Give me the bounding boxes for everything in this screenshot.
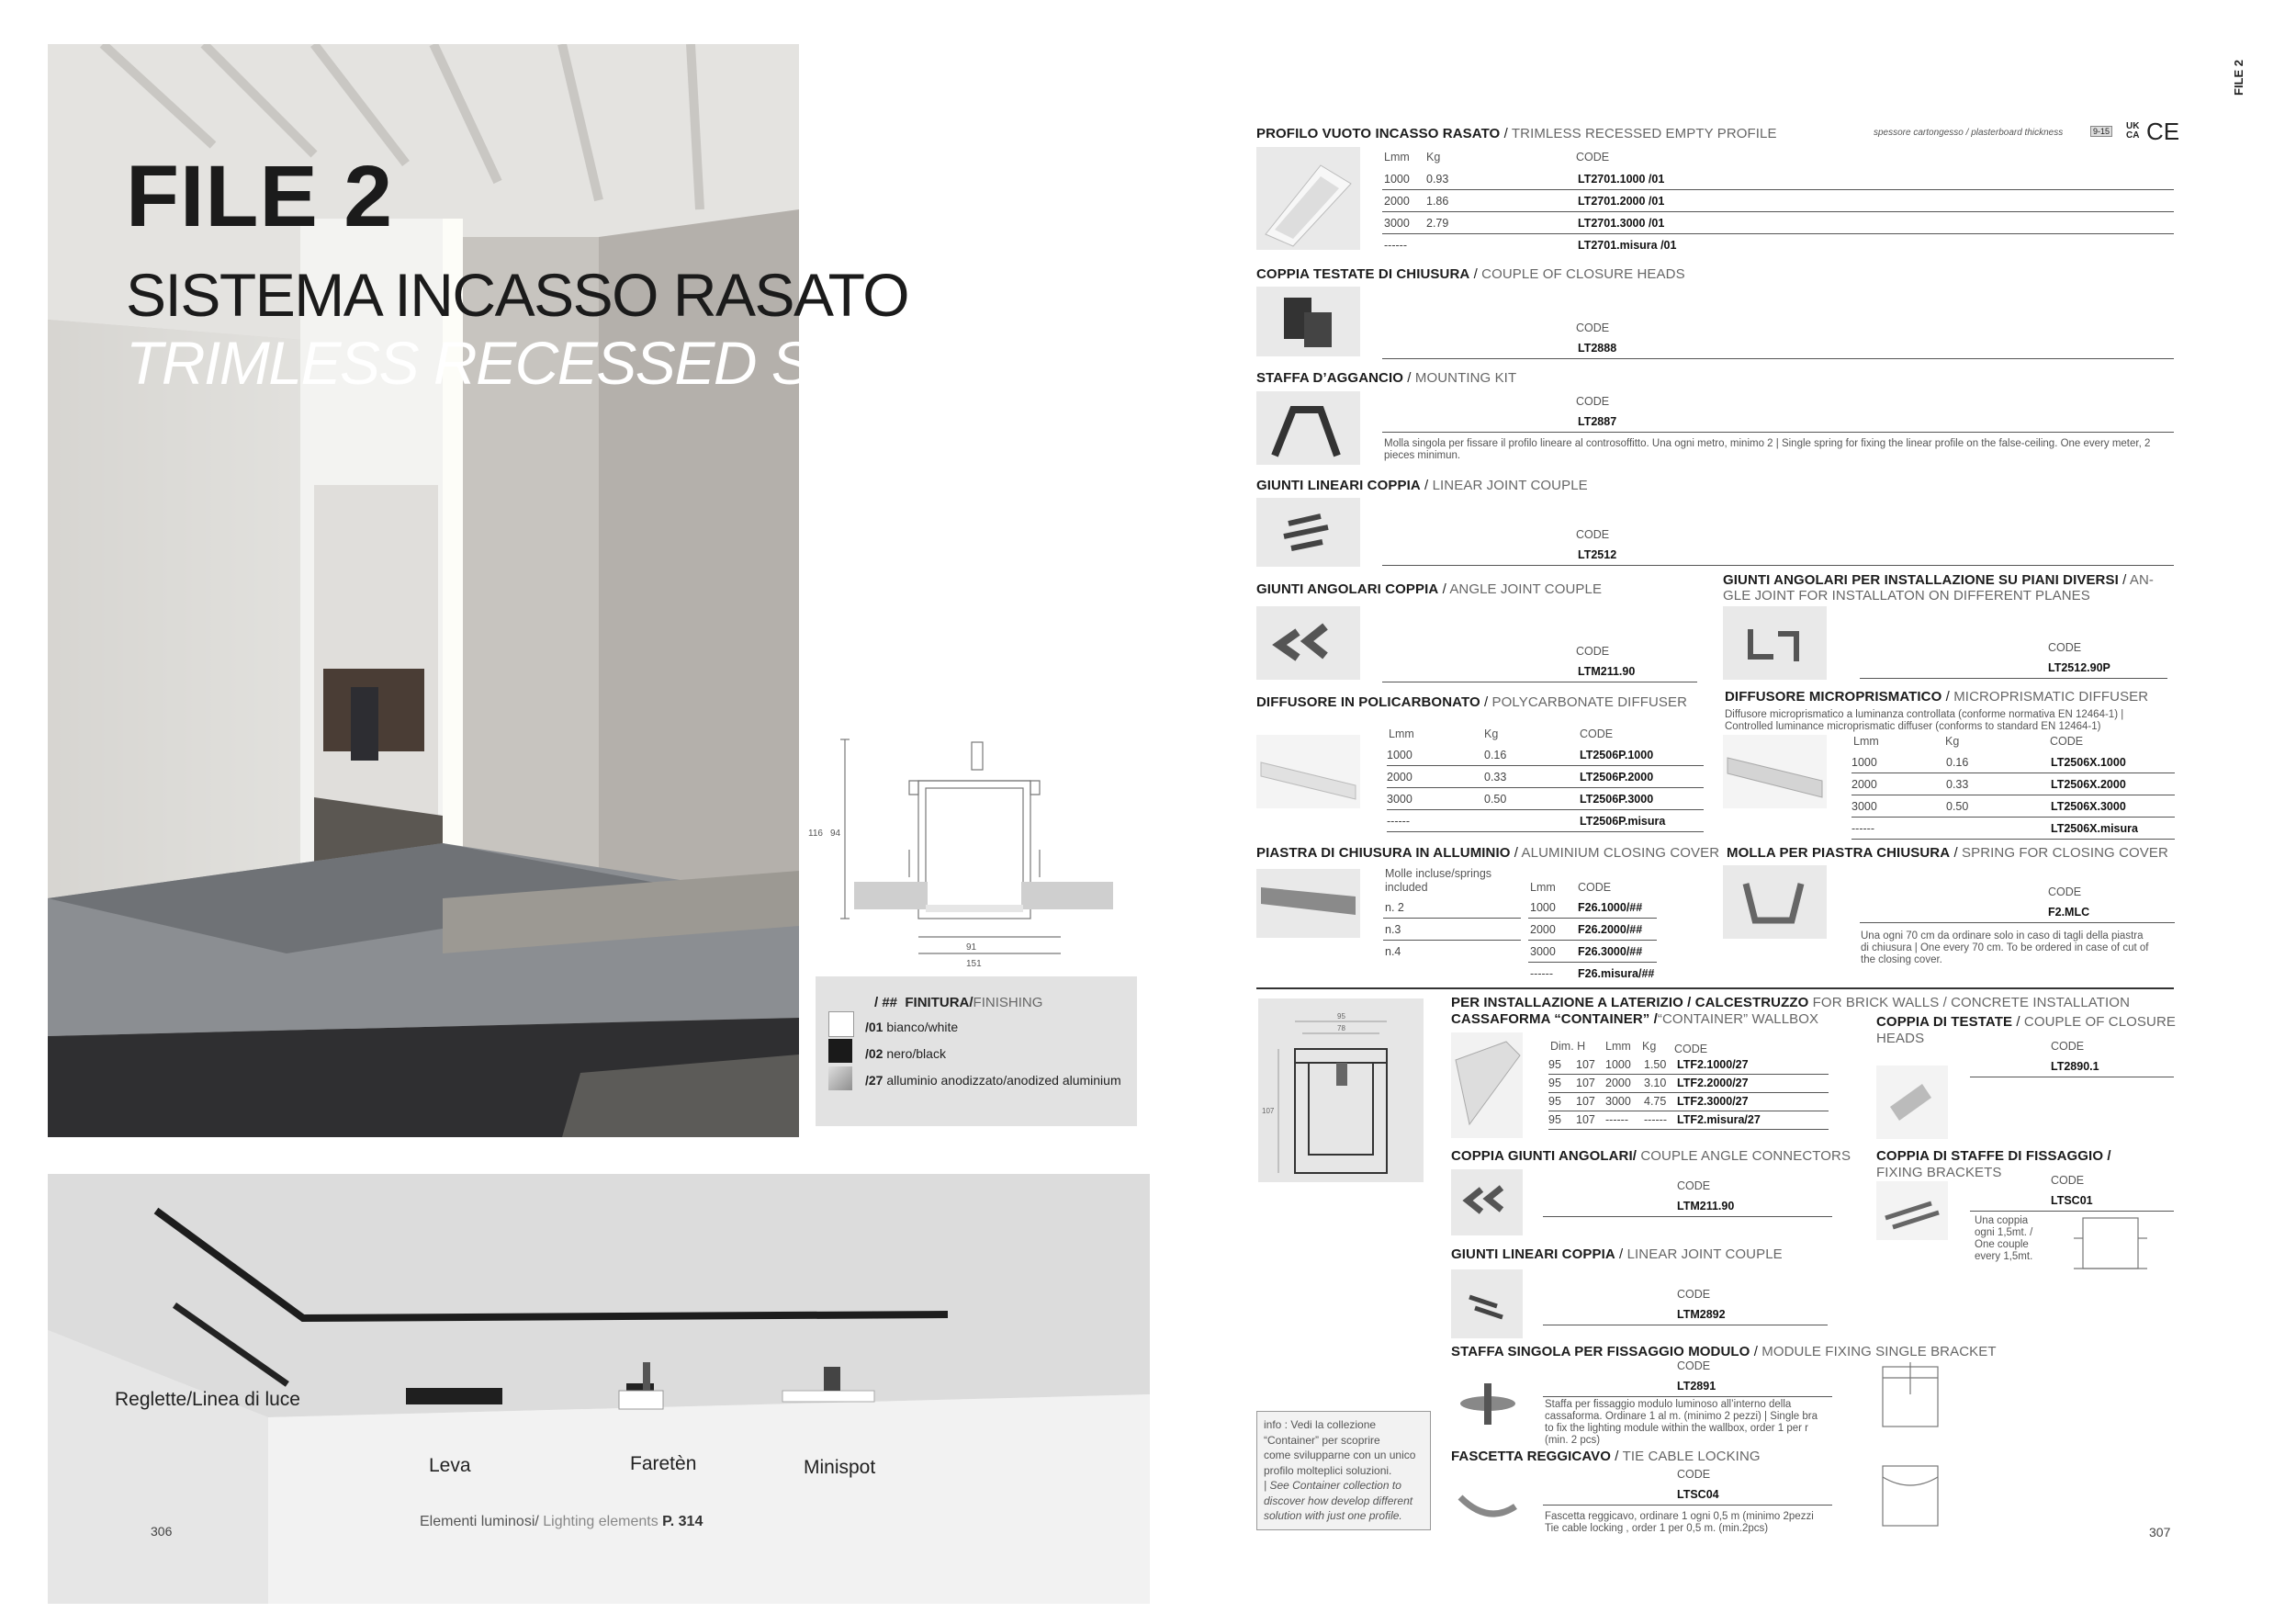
cell-code: LTM2892 [1677, 1308, 1726, 1321]
profile-row [1382, 169, 2174, 190]
brackets-row [1970, 1190, 2174, 1212]
caption-page: P. 314 [662, 1514, 703, 1529]
profile-section-drawing [808, 726, 1139, 978]
tie-image [1451, 1470, 1523, 1539]
micro-note-2: Controlled luminance microprismatic diffuser (conforms to standard EN 12464-1) [1725, 721, 2101, 732]
angle-planes-image [1723, 606, 1827, 680]
cell: 0.16 [1484, 749, 1507, 761]
module-bracket-row [1543, 1376, 1832, 1397]
micro-row [1851, 752, 2175, 773]
finish-black-code: /02 [865, 1046, 884, 1061]
cell: 3000 [1387, 793, 1412, 806]
micro-h-code: CODE [2050, 735, 2084, 748]
brackets-en: FIXING BRACKETS [1876, 1165, 2002, 1180]
cell: 2.79 [1426, 217, 1449, 230]
cell-code: LTF2.3000/27 [1677, 1095, 1749, 1108]
page-number-right: 307 [2149, 1525, 2171, 1539]
cell-code: LT2891 [1677, 1380, 1716, 1393]
swatch-white [828, 1011, 854, 1037]
cell: 2000 [1387, 771, 1412, 784]
heads2-h-code: CODE [2051, 1040, 2085, 1053]
finish-aluminium [865, 1073, 1121, 1088]
info-line: info : Vedi la collezione [1264, 1418, 1377, 1431]
micro-diffuser-en: MICROPRISMATIC DIFFUSER [1953, 689, 2149, 705]
module-note-2: cassaforma. Ordinare 1 al m. (minimo 2 pezzi) | Single bra [1545, 1411, 1818, 1422]
module-note-1: Staffa per fissaggio modulo luminoso all’interno della [1545, 1399, 1792, 1410]
cell: 1000 [1384, 173, 1410, 186]
finishing-it: FINITURA/ [905, 995, 974, 1010]
swatch-aluminium [828, 1066, 852, 1090]
info-line: solution with just one profile. [1264, 1509, 1402, 1522]
brick-h-dim: Dim. H [1550, 1040, 1586, 1053]
plasterboard-it: spessore cartongesso [1874, 128, 1964, 138]
info-line: discover how develop different [1264, 1494, 1413, 1507]
ukca-mark: UK CA [2126, 121, 2140, 141]
closing-row [1528, 919, 1657, 941]
profile-h-lmm: Lmm [1384, 151, 1410, 164]
angle-conn-row [1543, 1196, 1832, 1217]
linear-joint2-row [1543, 1304, 1828, 1325]
cell: 2000 [1530, 923, 1556, 936]
module-note-3: to fix the lighting module within the wallbox, order 1 per r [1545, 1423, 1809, 1434]
angle-planes-title: GIUNTI ANGOLARI PER INSTALLAZIONE SU PIANI DIVERSI / AN- GLE JOINT FOR INSTALLATON ON DIFFERENT PLANES [1723, 572, 2154, 603]
side-tab: FILE 2 [2232, 59, 2245, 96]
cell: 95 [1548, 1095, 1561, 1108]
angle-joint-h-code: CODE [1576, 645, 1610, 658]
cell-code: LT2701.2000 /01 [1578, 195, 1665, 208]
tie-title: FASCETTA REGGICAVO / TIE CABLE LOCKING [1451, 1449, 1761, 1464]
brick-h-code: CODE [1674, 1043, 1708, 1055]
cell: 3000 [1384, 217, 1410, 230]
cell: ------ [1530, 967, 1553, 980]
cell-code: LT2506P.2000 [1580, 771, 1654, 784]
poly-h-code: CODE [1580, 727, 1614, 740]
profile-row [1382, 213, 2174, 234]
plasterboard-en: plasterboard thickness [1971, 128, 2064, 138]
info-line: | See Container collection to [1264, 1479, 1401, 1492]
closure-heads-it: COPPIA TESTATE DI CHIUSURA [1256, 266, 1470, 282]
cell: 3000 [1851, 800, 1877, 813]
cell-code: LTM211.90 [1677, 1200, 1735, 1212]
spring-cover-title: MOLLA PER PIASTRA CHIUSURA / SPRING FOR CLOSING COVER [1727, 845, 2168, 861]
brackets-h-code: CODE [2051, 1174, 2085, 1187]
cell-code: LT2506X.2000 [2051, 778, 2126, 791]
cell: 2000 [1384, 195, 1410, 208]
finish-white-label: bianco/white [886, 1020, 959, 1034]
angle-joint-image [1256, 606, 1360, 680]
brick-title-en: FOR BRICK WALLS / CONCRETE INSTALLATION [1812, 995, 2131, 1010]
cell: 95 [1548, 1113, 1561, 1126]
cell-code: LT2512.90P [2048, 661, 2110, 674]
finish-black-label: nero/black [886, 1046, 946, 1061]
tie-en: TIE CABLE LOCKING [1622, 1449, 1761, 1464]
page-number-left: 306 [151, 1524, 173, 1539]
angle-joint-row [1382, 661, 1697, 682]
closure-heads-title: COPPIA TESTATE DI CHIUSURA / COUPLE OF CLOSURE HEADS [1256, 266, 1685, 282]
cell-code: LT2890.1 [2051, 1060, 2099, 1073]
cell: 3.10 [1644, 1077, 1667, 1089]
angle-joint-title: GIUNTI ANGOLARI COPPIA / ANGLE JOINT COUPLE [1256, 581, 1603, 597]
leva-label: Leva [429, 1455, 471, 1476]
cell-code: LT2701.1000 /01 [1578, 173, 1665, 186]
closing-cover-title: PIASTRA DI CHIUSURA IN ALLUMINIO / ALUMINIUM CLOSING COVER [1256, 845, 1720, 861]
profile-h-code: CODE [1576, 151, 1610, 164]
micro-row [1851, 774, 2175, 795]
micro-h-kg: Kg [1945, 735, 1960, 748]
divider [1256, 987, 2174, 989]
cell-code: LTF2.misura/27 [1677, 1113, 1761, 1126]
profile-title-it: PROFILO VUOTO INCASSO RASATO [1256, 126, 1501, 141]
tie-it: FASCETTA REGGICAVO [1451, 1449, 1612, 1464]
spring-note-3: the closing cover. [1861, 954, 1942, 965]
cell: 1000 [1387, 749, 1412, 761]
finishing-en: FINISHING [973, 995, 1043, 1010]
brackets-note: Una coppia ogni 1,5mt. / One couple every 1,5mt. [1975, 1215, 2033, 1262]
closing-row-n [1383, 919, 1521, 941]
cell: 4.75 [1644, 1095, 1667, 1108]
angle-conn-title [1451, 1148, 1851, 1164]
cell-code: LTM211.90 [1578, 665, 1636, 678]
module-bracket-title: STAFFA SINGOLA PER FISSAGGIO MODULO / MODULE FIXING SINGLE BRACKET [1451, 1344, 1997, 1359]
cell: 0.50 [1484, 793, 1507, 806]
closure-heads-image [1256, 287, 1360, 356]
cell: ------ [1387, 815, 1410, 828]
brick-h-lmm: Lmm [1605, 1040, 1631, 1053]
brackets-image [1876, 1181, 1948, 1240]
page-subtitle: SISTEMA INCASSO RASATO [126, 261, 909, 329]
mounting-image [1256, 391, 1360, 465]
info-box [1256, 1411, 1431, 1530]
poly-diffuser-en: POLYCARBONATE DIFFUSER [1491, 694, 1688, 710]
cell: ------ [1605, 1113, 1628, 1126]
cell: 2000 [1851, 778, 1877, 791]
cell: 0.33 [1484, 771, 1507, 784]
profile-title-en: TRIMLESS RECESSED EMPTY PROFILE [1511, 126, 1777, 141]
angle-planes-row [1860, 658, 2167, 679]
spring-note-2: di chiusura | One every 70 cm. To be ordered in case of cut of [1861, 942, 2149, 953]
heads2-en-1: COUPLE OF CLOSURE [2023, 1014, 2176, 1030]
micro-diffuser-title: DIFFUSORE MICROPRISMATICO / MICROPRISMATIC DIFFUSER [1725, 689, 2149, 705]
mounting-en: MOUNTING KIT [1414, 370, 1517, 386]
micro-diffuser-it: DIFFUSORE MICROPRISMATICO [1725, 689, 1942, 705]
cell-code: LTF2.2000/27 [1677, 1077, 1749, 1089]
tie-row [1543, 1484, 1832, 1506]
cell-code: LT2506P.misura [1580, 815, 1666, 828]
cell-code: LTSC04 [1677, 1488, 1719, 1501]
cell: 107 [1576, 1058, 1595, 1071]
profile-row [1382, 191, 2174, 212]
wallbox-dim-side: 107 [1262, 1107, 1275, 1115]
cell-code: LT2506X.3000 [2051, 800, 2126, 813]
angle-conn-en: COUPLE ANGLE CONNECTORS [1640, 1148, 1851, 1164]
linear-joint2-it: GIUNTI LINEARI COPPIA [1451, 1246, 1615, 1262]
brackets-it: COPPIA DI STAFFE DI FISSAGGIO / [1876, 1148, 2111, 1164]
closing-cover-it: PIASTRA DI CHIUSURA IN ALLUMINIO [1256, 845, 1511, 861]
ce-mark: CE [2146, 118, 2180, 145]
micro-note-1: Diffusore microprismatico a luminanza controllata (conforme normativa EN 12464-1) | [1725, 709, 2124, 720]
angle-joint-it: GIUNTI ANGOLARI COPPIA [1256, 581, 1439, 597]
brick-row [1548, 1111, 1829, 1130]
finish-aluminium-code: /27 [865, 1073, 884, 1088]
info-text [1257, 1412, 1430, 1529]
micro-row [1851, 796, 2175, 818]
brick-title-it: PER INSTALLAZIONE A LATERIZIO / CALCESTRUZZO [1451, 995, 1809, 1010]
poly-row [1387, 767, 1704, 788]
profile-title: PROFILO VUOTO INCASSO RASATO / TRIMLESS RECESSED EMPTY PROFILE [1256, 126, 1777, 141]
linear-joint-it: GIUNTI LINEARI COPPIA [1256, 478, 1421, 493]
cell: 95 [1548, 1058, 1561, 1071]
linear-joint2-image [1451, 1269, 1523, 1338]
closing-cover-en: ALUMINIUM CLOSING COVER [1521, 845, 1720, 861]
closing-h-springs [1385, 867, 1491, 895]
tie-note [1545, 1511, 1839, 1535]
spring-h-code: CODE [2048, 885, 2082, 898]
cell-code: LT2887 [1578, 415, 1617, 428]
cell: 0.93 [1426, 173, 1449, 186]
linear-joint2-en: LINEAR JOINT COUPLE [1626, 1246, 1783, 1262]
angle-conn-image [1451, 1169, 1523, 1235]
cell: ------ [1384, 239, 1407, 252]
angle-joint-en: ANGLE JOINT COUPLE [1449, 581, 1603, 597]
closing-cover-image [1256, 869, 1360, 938]
cell: 3000 [1530, 945, 1556, 958]
cell: 1000 [1851, 756, 1877, 769]
poly-diffuser-it: DIFFUSORE IN POLICARBONATO [1256, 694, 1480, 710]
closing-row [1528, 897, 1657, 919]
module-bracket-it: STAFFA SINGOLA PER FISSAGGIO MODULO [1451, 1344, 1750, 1359]
poly-diffuser-image [1256, 735, 1360, 808]
mounting-title: STAFFA D’AGGANCIO / MOUNTING KIT [1256, 370, 1517, 386]
angle-planes-en-1: AN- [2129, 572, 2154, 588]
profile-row [1382, 235, 2174, 255]
mounting-it: STAFFA D’AGGANCIO [1256, 370, 1404, 386]
poly-h-kg: Kg [1484, 727, 1499, 740]
brick-row [1548, 1056, 1829, 1075]
wallbox-it: CASSAFORMA “CONTAINER” / [1451, 1011, 1658, 1027]
page-subtitle-en: TRIMLESS RECESSED SYSTEM [126, 329, 1013, 397]
cell-code: LTSC01 [2051, 1194, 2093, 1207]
wallbox-title [1451, 1011, 1818, 1027]
dim-h-outer: 116 [808, 829, 823, 839]
brick-row [1548, 1075, 1829, 1093]
cell: 0.33 [1946, 778, 1969, 791]
linear-joint-title: GIUNTI LINEARI COPPIA / LINEAR JOINT COUPLE [1256, 478, 1588, 493]
plasterboard-note: spessore cartongesso / plasterboard thickness [1874, 128, 2064, 138]
closing-row-n [1383, 897, 1521, 919]
cell: ------ [1851, 822, 1874, 835]
finish-white [865, 1020, 958, 1034]
cell-code: F26.1000/## [1578, 901, 1643, 914]
wallbox-drawing [1258, 998, 1424, 1182]
wallbox-dim-top: 95 [1337, 1012, 1345, 1021]
cell-code: F2.MLC [2048, 906, 2090, 919]
finishing-panel [816, 976, 1137, 1126]
plasterboard-range: 9-15 [2090, 126, 2112, 137]
elements-caption [420, 1514, 703, 1530]
cell: 1.50 [1644, 1058, 1667, 1071]
closure-heads-en: COUPLE OF CLOSURE HEADS [1481, 266, 1685, 282]
cell: n. 2 [1385, 901, 1404, 914]
cell-code: LTF2.1000/27 [1677, 1058, 1749, 1071]
closing-h-code: CODE [1578, 881, 1612, 894]
linear-joint-en: LINEAR JOINT COUPLE [1432, 478, 1588, 493]
brackets-drawing [2046, 1211, 2175, 1280]
brick-h-kg: Kg [1642, 1040, 1657, 1053]
micro-diffuser-image [1723, 735, 1827, 808]
page-title: FILE 2 [126, 148, 394, 245]
tie-note-1: Fascetta reggicavo, ordinare 1 ogni 0,5 m (minimo 2pezzi [1545, 1511, 1814, 1522]
info-line: come svilupparne con un unico [1264, 1449, 1416, 1461]
poly-row [1387, 789, 1704, 810]
heads2-row [1970, 1056, 2174, 1077]
finish-aluminium-label: alluminio anodizzato/anodized aluminium [886, 1073, 1121, 1088]
poly-diffuser-title: DIFFUSORE IN POLICARBONATO / POLYCARBONATE DIFFUSER [1256, 694, 1688, 710]
linear-joint-image [1256, 498, 1360, 567]
tie-note-2: Tie cable locking , order 1 per 0,5 m. (min.2pcs) [1545, 1523, 1769, 1534]
heads2-image [1876, 1066, 1948, 1139]
angle-conn-h-code: CODE [1677, 1179, 1711, 1192]
cell: 2000 [1605, 1077, 1631, 1089]
angle-planes-en-2: GLE JOINT FOR INSTALLATON ON DIFFERENT PLANES [1723, 588, 2090, 603]
cell-code: F26.misura/## [1578, 967, 1655, 980]
cell-code: LT2506P.3000 [1580, 793, 1654, 806]
micro-h-lmm: Lmm [1853, 735, 1879, 748]
brick-title [1451, 995, 2130, 1010]
closure-heads-h-code: CODE [1576, 321, 1610, 334]
angle-conn-it: COPPIA GIUNTI ANGOLARI/ [1451, 1148, 1638, 1164]
module-note-4: (min. 2 pcs) [1545, 1435, 1601, 1446]
finish-white-code: /01 [865, 1020, 884, 1034]
closing-row [1528, 942, 1657, 963]
cell: 107 [1576, 1077, 1595, 1089]
cell-code: LT2506X.1000 [2051, 756, 2126, 769]
closing-h-springs-2: included [1385, 881, 1428, 894]
spring-cover-it: MOLLA PER PIASTRA CHIUSURA [1727, 845, 1951, 861]
reglette-label: Reglette/Linea di luce [115, 1389, 300, 1410]
brick-row [1548, 1093, 1829, 1111]
cell-code: LT2506X.misura [2051, 822, 2138, 835]
spring-cover-image [1723, 865, 1827, 939]
mounting-h-code: CODE [1576, 395, 1610, 408]
cell-code: LT2701.misura /01 [1578, 239, 1677, 252]
cell-code: LT2512 [1578, 548, 1617, 561]
linear-joint2-title: GIUNTI LINEARI COPPIA / LINEAR JOINT COUPLE [1451, 1246, 1783, 1262]
wallbox-en: “CONTAINER” WALLBOX [1657, 1011, 1819, 1027]
cell-code: F26.3000/## [1578, 945, 1643, 958]
fareten-label: Faretèn [630, 1453, 697, 1474]
dim-w-outer: 151 [966, 959, 982, 969]
heads2-en-2: HEADS [1876, 1031, 1925, 1046]
angle-planes-h-code: CODE [2048, 641, 2082, 654]
poly-h-lmm: Lmm [1389, 727, 1414, 740]
cell-code: LT2506P.1000 [1580, 749, 1654, 761]
cell: 1000 [1530, 901, 1556, 914]
linear-joint2-h-code: CODE [1677, 1288, 1711, 1301]
caption-en: Lighting elements [543, 1514, 658, 1529]
tie-h-code: CODE [1677, 1468, 1711, 1481]
minispot-label: Minispot [804, 1457, 876, 1478]
profile-image [1256, 147, 1360, 250]
cell: 1.86 [1426, 195, 1449, 208]
module-bracket-drawing [1874, 1358, 1947, 1440]
cell-code: LT2888 [1578, 342, 1617, 355]
cell: 0.16 [1946, 756, 1969, 769]
cell: n.4 [1385, 945, 1401, 958]
module-bracket-h-code: CODE [1677, 1359, 1711, 1372]
finishing-header [874, 995, 1042, 1010]
closing-h-springs-1: Molle incluse/springs [1385, 867, 1492, 880]
wallbox-image [1451, 1032, 1523, 1138]
cell: 0.50 [1946, 800, 1969, 813]
tie-drawing [1874, 1457, 1947, 1539]
mounting-note: Molla singola per fissare il profilo lineare al controsoffitto. Una ogni metro, minimo 2 | Single spring for fixing the linear profile on the false-ceiling. One every meter, 2 pieces minimun. [1384, 438, 2151, 461]
poly-row [1387, 745, 1704, 766]
cell-code: F26.2000/## [1578, 923, 1643, 936]
poly-row [1387, 811, 1704, 832]
swatch-black [828, 1039, 852, 1063]
lighting-elements-render [48, 1174, 1150, 1604]
dim-w-inner: 91 [966, 942, 977, 953]
cell-code: LT2701.3000 /01 [1578, 217, 1665, 230]
finish-black [865, 1046, 946, 1061]
finishing-code-header: / ## [874, 995, 898, 1010]
module-bracket-note [1545, 1399, 1839, 1447]
micro-row [1851, 818, 2175, 840]
cell: 107 [1576, 1113, 1595, 1126]
closing-row-n [1383, 942, 1521, 962]
info-line: “Container” per scoprire [1264, 1433, 1380, 1447]
profile-h-kg: Kg [1426, 151, 1441, 164]
linear-joint-h-code: CODE [1576, 528, 1610, 541]
spring-row [1860, 902, 2175, 923]
spring-cover-en: SPRING FOR CLOSING COVER [1961, 845, 2168, 861]
linear-joint-row [1382, 545, 2174, 566]
info-line: profilo molteplici soluzioni. [1264, 1463, 1392, 1477]
closing-h-lmm: Lmm [1530, 881, 1556, 894]
cell: 107 [1576, 1095, 1595, 1108]
spring-note-1: Una ogni 70 cm da ordinare solo in caso di tagli della piastra [1861, 930, 2144, 942]
cell: 1000 [1605, 1058, 1631, 1071]
wallbox-dim-top2: 78 [1337, 1024, 1345, 1032]
cell: n.3 [1385, 923, 1401, 936]
heads2-title: COPPIA DI TESTATE / COUPLE OF CLOSURE HEADS [1876, 1014, 2176, 1046]
module-bracket-image [1451, 1365, 1523, 1438]
module-bracket-en: MODULE FIXING SINGLE BRACKET [1761, 1344, 1997, 1359]
dim-h-inner: 94 [830, 829, 841, 839]
cell: ------ [1644, 1113, 1667, 1126]
caption-it: Elementi luminosi/ [420, 1514, 539, 1529]
cell: 3000 [1605, 1095, 1631, 1108]
heads2-it: COPPIA DI TESTATE [1876, 1014, 2013, 1030]
angle-planes-it: GIUNTI ANGOLARI PER INSTALLAZIONE SU PIANI DIVERSI [1723, 572, 2119, 588]
cell: 95 [1548, 1077, 1561, 1089]
closing-row [1528, 964, 1657, 984]
mounting-row [1382, 412, 2174, 433]
closure-heads-row [1382, 338, 2174, 359]
